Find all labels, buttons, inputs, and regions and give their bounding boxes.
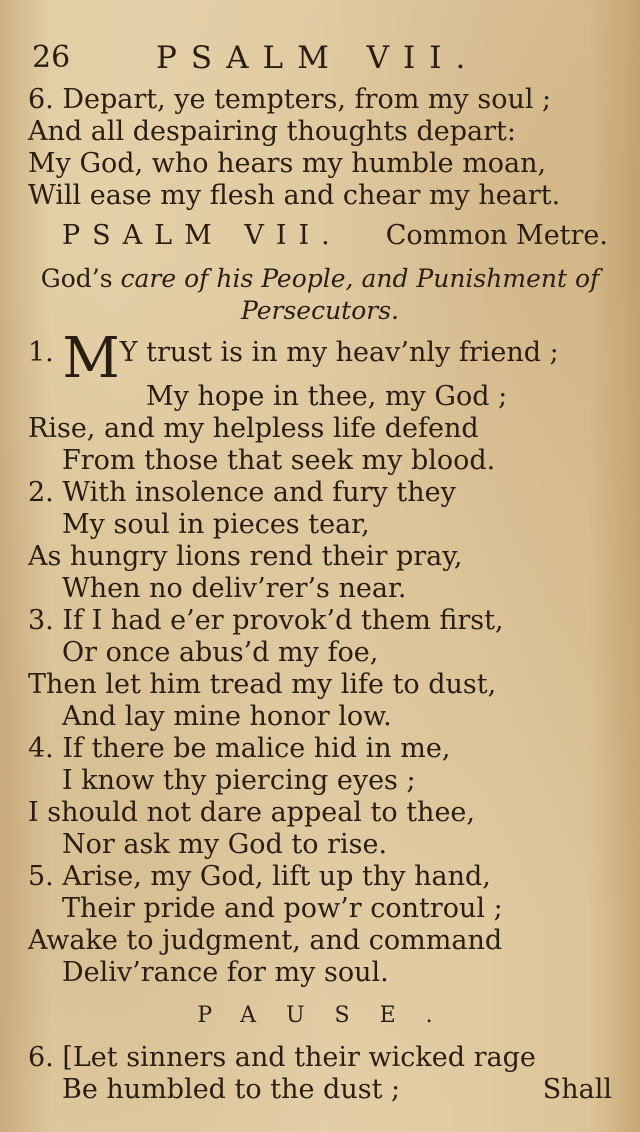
- verse-line: 2. With insolence and fury they: [28, 477, 456, 508]
- verse-line: Then let him tread my life to dust,: [28, 669, 497, 700]
- verse-line: And lay mine honor low.: [62, 701, 392, 732]
- verse-line: My hope in thee, my God ;: [146, 381, 508, 412]
- metre-label: Common Metre.: [385, 220, 608, 251]
- verse-line: When no deliv’rer’s near.: [62, 573, 407, 604]
- psalm-title: [62, 220, 608, 251]
- verse-line: 6. Depart, ye tempters, from my soul ;: [28, 84, 552, 115]
- verse-line: My God, who hears my humble moan,: [28, 148, 547, 179]
- page-header: [28, 36, 612, 84]
- verse-2: [28, 477, 612, 605]
- page-number: 26: [32, 40, 71, 75]
- verse-line: 1. MY trust is in my heav’nly friend ;: [28, 326, 559, 391]
- catchword: Shall: [542, 1074, 612, 1105]
- verse-line: And all despairing thoughts depart:: [28, 116, 516, 147]
- pause-marker: PAUSE.: [197, 1003, 463, 1028]
- verse-line: I know thy piercing eyes ;: [62, 765, 416, 796]
- verse-line: Deliv’rance for my soul.: [62, 957, 389, 988]
- verse-6: [28, 1042, 612, 1106]
- verse-line: From those that seek my blood.: [62, 445, 496, 476]
- verse-line: Nor ask my God to rise.: [62, 829, 388, 860]
- psalm-argument: God’s care of his People, and Punishment of Persecutors.: [40, 264, 600, 325]
- verse-1: [28, 326, 612, 477]
- verse-line: I should not dare appeal to thee,: [28, 797, 475, 828]
- running-title: PSALM VII.: [156, 40, 480, 76]
- verse-line: 5. Arise, my God, lift up thy hand,: [28, 861, 491, 892]
- drop-cap: M: [62, 326, 120, 391]
- psalm6-stanza: [28, 84, 612, 212]
- verse-line: My soul in pieces tear,: [62, 509, 370, 540]
- verse-line: Be humbled to the dust ; Shall: [62, 1074, 612, 1105]
- verse-3: [28, 605, 612, 733]
- verse-line: Awake to judgment, and command: [28, 925, 503, 956]
- verse-line: 3. If I had e’er provok’d them first,: [28, 605, 504, 636]
- verse-5: [28, 861, 612, 989]
- verse-line: Will ease my flesh and chear my heart.: [28, 180, 561, 211]
- verse-line: Their pride and pow’r controul ;: [62, 893, 503, 924]
- verse-line: As hungry lions rend their pray,: [28, 541, 463, 572]
- verse-line: 6. [Let sinners and their wicked rage: [28, 1042, 536, 1073]
- verse-line: Or once abus’d my foe,: [62, 637, 379, 668]
- verse-line: Rise, and my helpless life defend: [28, 413, 479, 444]
- psalm-heading: PSALM VII.: [62, 220, 342, 251]
- verse-line: 4. If there be malice hid in me,: [28, 733, 451, 764]
- verse-4: [28, 733, 612, 861]
